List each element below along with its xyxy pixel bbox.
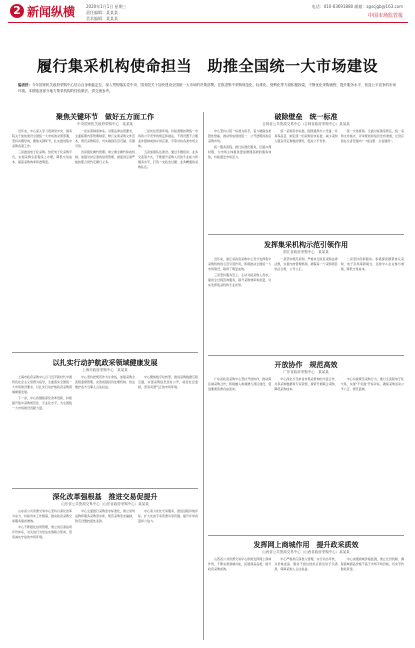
article-title: 破除壁垒 统一标准 xyxy=(274,112,338,121)
editor-note-text: 今年国家机关政府采购中心结合自身职能定位，深入贯彻落实党中央、国务院关于加快建设全国统一大市场的决策部署，在推进集中采购规范化、标准化、便利化等方面积极探索，不断优化采购流程，提升服务水平，营造公平竞争的市场环境。本期选登部分地方集采机构的经验做法，供交流参考。 xyxy=(18,83,396,93)
editor-note xyxy=(18,82,398,106)
article-body xyxy=(12,375,198,486)
article-paragraph: 五是加强队伍建设。通过专题培训、业务交流等方式，不断提升采购人员的专业能力和服务水平，打造一支政治过硬、业务精通的采购队伍。 xyxy=(138,150,198,169)
article-paragraph: 中心聚焦数字化转型，推进采购数据互联互通，实现采购信息及时公开，接受社会监督，营造风清气正的市场环境。 xyxy=(138,375,198,389)
article-byline: 山东省公共资源交易中心（山东省政府采购中心）某某某 xyxy=(61,502,149,506)
article-paragraph: 中心深化与兄弟省市集采机构的交流合作，共享采购数据和专家资源，探索开展联合采购，降低采购成本。 xyxy=(274,377,338,391)
article-divider xyxy=(12,488,198,489)
article-body xyxy=(208,557,404,640)
article-paragraph: 四是强化履约管理。建立健全履约验收机制，加强对供应商的信用管理，督促供应商严格按照合同约定履行义务。 xyxy=(75,150,135,164)
article xyxy=(208,360,404,490)
article-paragraph: 统一服务流程。推行标准化服务，压缩办理时限，为市场主体提供更加便捷高效的服务体验，持续激发市场活力。 xyxy=(208,145,272,159)
article-paragraph: 近年来，浙江省政府采购中心充分发挥集中采购机构的示范引领作用，积极推动全国统一大市场建设，取得了明显成效。 xyxy=(208,257,272,271)
article-column xyxy=(75,509,135,640)
article-column xyxy=(75,375,135,486)
article-column xyxy=(341,129,404,228)
page-number-badge: 2 xyxy=(10,4,24,18)
article-column xyxy=(274,129,337,228)
article-byline: 上海市政府采购中心 某某某 xyxy=(82,368,128,372)
article-body xyxy=(12,509,198,640)
article-column xyxy=(12,375,72,486)
article-paragraph: 二是优化营商环境。持续清理妨碍统一市场和公平竞争的规定和做法，不得设置不合理条件限制或排斥供应商，平等对待各类市场主体。 xyxy=(138,129,198,148)
article-paragraph: 近年来，中心深入学习贯彻党中央、国务院关于加快建设全国统一大市场的决策部署，坚持问题导向，聚焦关键环节，扎实推进集中采购各项工作。 xyxy=(12,129,72,148)
article-body xyxy=(208,129,404,228)
article-paragraph: 上海市政府采购中心以习近平新时代中国特色社会主义思想为指导，全面落实全国统一大市场建设要求，以扎实行动护航政府采购领域健康发展。 xyxy=(12,375,72,394)
article-paragraph: 中心加强商城价格监测，建立比价机制，确保商城商品价格不高于市场平均价格，切实节约财政资金。 xyxy=(340,557,404,571)
article-column xyxy=(341,377,404,490)
article-paragraph: 统一交易规则。全面对标国家规定，统一采购文件格式、评审规则和信息发布渠道，让供应商在全省范围内“一地注册、全省通用”。 xyxy=(340,129,404,143)
article-column xyxy=(12,129,72,304)
article-title: 以扎实行动护航政采领域健康发展 xyxy=(52,358,158,367)
column-divider xyxy=(203,112,204,640)
article-title: 开放协作 规范高效 xyxy=(274,360,338,369)
article-paragraph: 山东省公共资源交易中心坚持以深化改革为动力，持续夯实工作根基，推动政府采购交易服务提质增效。 xyxy=(12,509,72,523)
issue-info xyxy=(86,4,127,22)
article-paragraph: 中心全面推行采购需求标准化，建立常用货物和服务采购需求库，规范采购需求编制，防范设置歧视性条款。 xyxy=(75,509,135,523)
article-column xyxy=(274,557,337,640)
article-body xyxy=(208,257,404,350)
section-name: 新闻纵横 xyxy=(27,5,76,19)
article-paragraph: 三是推进电子化采购。依托电子化采购平台，实现采购全流程线上办理，降低交易成本，提高采购效率和透明度。 xyxy=(12,150,72,164)
article-column xyxy=(208,377,271,490)
article-title: 发挥集采机构示范引领作用 xyxy=(264,240,348,249)
article-title: 聚焦关键环节 做好五方面工作 xyxy=(56,112,154,121)
article-title: 深化改革强根基 推进交易促提升 xyxy=(52,492,158,501)
article-column xyxy=(341,257,404,350)
issue-line: 美术编辑：某某某 xyxy=(86,16,118,21)
article-divider xyxy=(208,355,404,356)
article-column xyxy=(341,557,404,640)
article-paragraph: 山西省公共资源交易中心积极发挥网上商城作用，不断完善商城功能，拓展商品品类，提升政府采购质效。 xyxy=(208,557,272,571)
article-column xyxy=(208,129,271,228)
article-column xyxy=(208,557,271,640)
page-headline: 履行集采机构使命担当 助推全国统一大市场建设 xyxy=(36,57,378,75)
article-byline: 中央国家机关政府采购中心 某某某 xyxy=(77,122,133,126)
article xyxy=(208,112,404,228)
article-column xyxy=(138,129,198,304)
article-paragraph: 广东省政府采购中心坚持开放协作，推动跨区域采购合作，积极融入粤港澳大湾区建设，促进要素资源自由流动。 xyxy=(208,377,272,391)
article xyxy=(12,492,198,640)
article-column xyxy=(138,375,198,486)
article-divider xyxy=(12,352,198,353)
article-column xyxy=(75,129,135,304)
article-column xyxy=(138,509,198,640)
masthead-rule xyxy=(8,22,408,23)
article-paragraph: 统一采购需求标准。围绕通用办公设备、家具等品目，制定统一的采购需求标准，减少采购人随意设定参数的情况，促进公平竞争。 xyxy=(274,129,338,143)
issue-line: 责任编辑：某某某 xyxy=(86,10,118,15)
article-byline: 吉林省公共资源交易中心（吉林省政府采购中心）某某某 xyxy=(262,122,350,126)
article xyxy=(208,240,404,350)
article xyxy=(208,540,404,640)
contact-info: 电话：010-63691880 邮箱：zgscjgb@163.com xyxy=(311,4,403,9)
issue-line: 2020年1月1日 星期三 xyxy=(86,4,127,9)
editor-note-label: 编者按： xyxy=(18,83,32,87)
article-column xyxy=(12,509,72,640)
article-paragraph: 中心着力优化交易服务，推进远程异地评标，扩大优质专家资源共享范围，提升评审质量和公信力。 xyxy=(138,509,198,523)
article-paragraph: 一是坚持规范采购。严格执行政府采购法律法规，完善内控管理机制，确保每一个采购项目依法合规、公开公正。 xyxy=(274,257,338,271)
article-column xyxy=(208,257,271,350)
article-column xyxy=(274,377,337,490)
article-paragraph: 中心坚持以统一标准为抓手，着力破除各类隐性壁垒，推动形成规则统一、公开透明的政府采购市场。 xyxy=(208,129,272,143)
article-title: 发挥网上商城作用 提升政采质效 xyxy=(253,540,359,549)
article xyxy=(12,358,198,486)
article-paragraph: 下一步，中心将继续深化改革创新，持续提升集中采购规范化、专业化水平，为全国统一大市场建设贡献力量。 xyxy=(12,396,72,410)
article-paragraph: 中心坚持把规范作为生命线，加强采购全流程监督管理，完善质疑投诉处理机制，依法维护各方当事人合法权益。 xyxy=(75,375,135,389)
article-body xyxy=(12,129,198,304)
article xyxy=(12,112,198,304)
article-paragraph: 二是坚持创新驱动。积极探索框架协议采购、电子卖场等新模式，拓宽中小企业参与渠道，降低交易成本。 xyxy=(340,257,404,271)
article-paragraph: 中心严格供应商准入管理，实行动态考核，对价格虚高、服务不到位的供应商及时予以清退，保障采购人合法权益。 xyxy=(274,557,338,571)
article-divider xyxy=(208,234,404,235)
article-paragraph: 三是坚持服务至上。主动对接采购人需求，提供全过程咨询服务，提升采购效率和质量，切实发挥集采机构专业优势。 xyxy=(208,273,272,287)
paper-name: 中国市场监管报 xyxy=(367,13,403,19)
article-byline: 浙江省政府采购中心 某某某 xyxy=(283,250,329,254)
article-paragraph: 一是完善制度体系。对照法律法规要求，全面梳理内部管理制度，修订完善采购文件范本，规范采购程序，切实做到有章可循、有据可依。 xyxy=(75,129,135,148)
article-body xyxy=(208,377,404,490)
article-byline: 山西省公共资源交易中心（山西省政府采购中心）某某某 xyxy=(262,550,350,554)
article-column xyxy=(274,257,337,350)
article-divider xyxy=(208,535,404,536)
article-paragraph: 中心不断强化信用管理，建立供应商信用评价体系，对失信行为依法实施联合惩戒，营造诚实守信的市场环境。 xyxy=(12,525,72,539)
article-byline: 广东省政府采购中心 某某某 xyxy=(283,370,329,374)
masthead xyxy=(0,0,415,44)
article-paragraph: 中心持续规范采购行为，推行全流程电子化交易，实现“不见面”开标评标，确保采购活动公平公正、规范高效。 xyxy=(340,377,404,391)
